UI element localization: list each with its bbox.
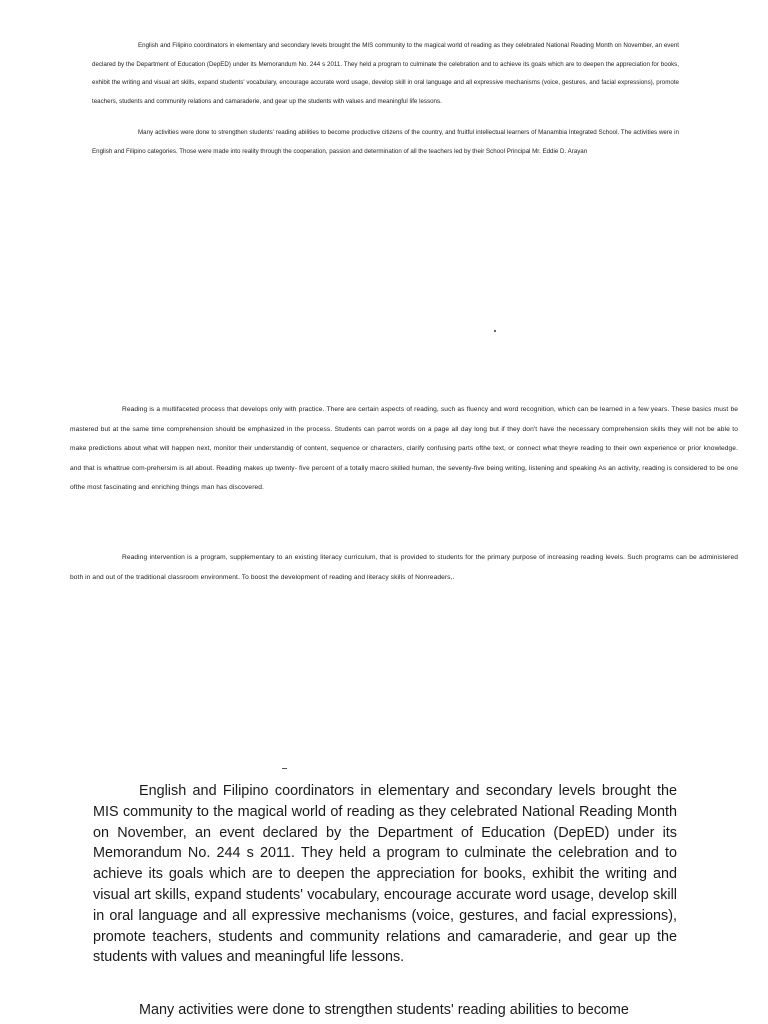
article-paragraph-1-text: English and Filipino coordinators in elementary and secondary levels brought the MIS community to the magical world of reading as they celebrated National Reading Month on November, an event declared by the Department of Education (DepED) under its Memorandum No. 244 s 2011. They held a program to culminate the celebration and to achieve its goals which are to deepen the appreciation for books, exhibit the writing and visual art skills, expand students' vocabulary, encourage accurate word usage, develop skill in oral language and all expressive mechanisms (voice, gestures, and facial expressions), promote teachers, students and community relations and camaraderie, and gear up the students with values and meaningful life lessons. xyxy=(92,42,679,105)
stray-mark xyxy=(494,330,496,332)
scanned-paragraph-2 xyxy=(93,1000,677,1021)
essay-paragraph-2-text: Reading intervention is a program, supplementary to an existing literacy curriculum, that is provided to students for the primary purpose of increasing reading levels. Such programs can be administered both in and out of the traditional classroom environment. To boost the development of reading and literacy skills of Nonreaders,. xyxy=(70,554,738,581)
scanned-paragraph-1 xyxy=(93,781,677,968)
essay-paragraph-2 xyxy=(70,548,738,587)
essay-paragraph-1 xyxy=(70,400,738,498)
essay-paragraph-1-text: Reading is a multifaceted process that develops only with practice. There are certain aspects of reading, such as fluency and word recognition, which can be learned in a few years. These basics must be mastered but at the same time comprehension should be emphasized in the process. Students can parrot words on a page all day long but if they don't have the necessary comprehension skills they will not be able to make predictions about what will happen next, monitor their understandig of content, sequence or characters, clarify confusing parts ofthe text, or connect what theyre reading to their own experience or prior knowledge. and that is whattrue com-prehersim is all about. Reading makes up twenty- five percent of a totally macro skilled human, the seventy-five being writing, listening and speaking As an activity, reading is considered to be one ofthe most fascinating and enriching things man has discovered. xyxy=(70,406,738,491)
article-paragraph-2 xyxy=(92,124,679,161)
article-paragraph-2-text: Many activities were done to strengthen students' reading abilities to become productive citizens of the country, and fruitful intellectual learners of Manambia Integrated School. The activities were in English and Filipino categories. Those were made into reality through the cooperation, passion and determination of all the teachers led by their School Principal Mr. Eddie D. Arayan xyxy=(92,129,679,155)
stray-mark xyxy=(282,768,287,769)
scanned-paragraph-1-text: English and Filipino coordinators in elementary and secondary levels brought the MIS community to the magical world of reading as they celebrated National Reading Month on November, an event declared by the Department of Education (DepED) under its Memorandum No. 244 s 2011. They held a program to culminate the celebration and to achieve its goals which are to deepen the appreciation for books, exhibit the writing and visual art skills, expand students' vocabulary, encourage accurate word usage, develop skill in oral language and all expressive mechanisms (voice, gestures, and facial expressions), promote teachers, students and community relations and camaraderie, and gear up the students with values and meaningful life lessons. xyxy=(93,783,677,966)
article-paragraph-1 xyxy=(92,37,679,111)
scanned-paragraph-2-text: Many activities were done to strengthen students' reading abilities to become xyxy=(139,1002,629,1018)
